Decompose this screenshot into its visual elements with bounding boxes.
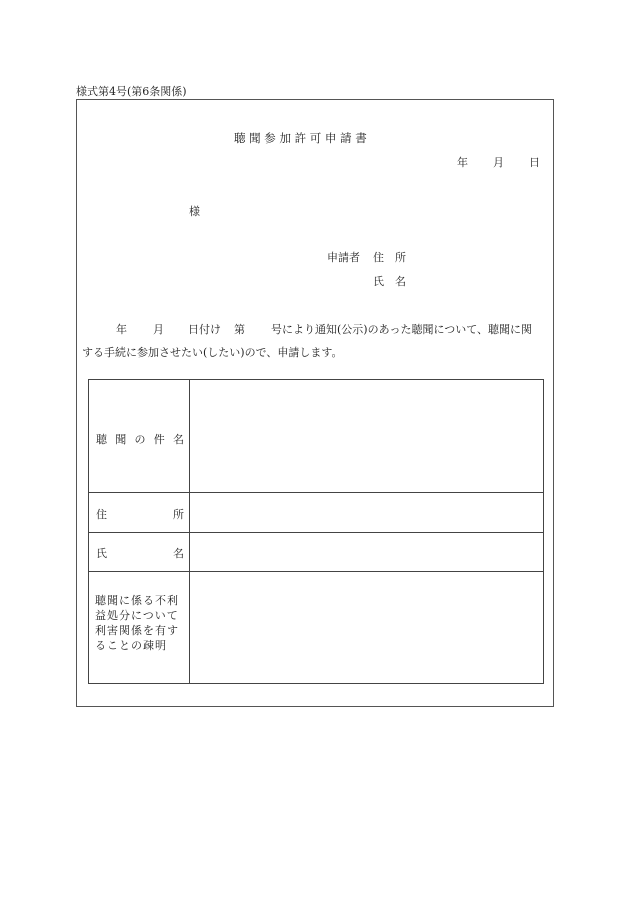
label-char: 所: [173, 508, 184, 521]
date-day-label: 日: [529, 156, 540, 169]
applicant-name-label: 氏 名: [373, 275, 406, 288]
hearing-subject-field[interactable]: [190, 380, 544, 492]
label-char: の: [134, 433, 146, 446]
body-number-prefix: 第: [234, 323, 245, 336]
label-char: 住: [96, 508, 107, 521]
addressee-honorific: 様: [189, 205, 200, 218]
date-month-label: 月: [493, 156, 504, 169]
application-table: [88, 379, 544, 684]
label-char: 氏: [96, 547, 107, 560]
date-year-label: 年: [457, 156, 468, 169]
label-char: 名: [173, 433, 184, 446]
label-char: 名: [173, 547, 184, 560]
label-char: 件: [153, 433, 165, 446]
body-month: 月: [153, 323, 164, 336]
body-line1: 号により通知(公示)のあった聴聞について、聴聞に関: [271, 323, 533, 336]
body-line2: する手続に参加させたい(したい)ので、申請します。: [82, 346, 343, 359]
name-field[interactable]: [190, 533, 544, 571]
row-label-name: [96, 545, 184, 561]
body-dated: 日付け: [188, 323, 221, 336]
body-year: 年: [116, 323, 127, 336]
row-label-address: [96, 506, 184, 522]
form-title: 聴 聞 参 加 許 可 申 請 書: [234, 131, 367, 145]
applicant-label: 申請者: [327, 251, 360, 264]
interest-explanation-field[interactable]: [190, 572, 544, 684]
row-label-interest-explanation: 聴聞に係る不利益処分について利害関係を有することの疎明: [95, 594, 179, 652]
applicant-address-label: 住 所: [373, 251, 406, 264]
label-char: 聞: [115, 433, 127, 446]
label-char: 聴: [96, 433, 107, 446]
address-field[interactable]: [190, 493, 544, 532]
row-label-hearing-subject: [96, 431, 184, 447]
form-number: 様式第4号(第6条関係): [76, 85, 187, 98]
